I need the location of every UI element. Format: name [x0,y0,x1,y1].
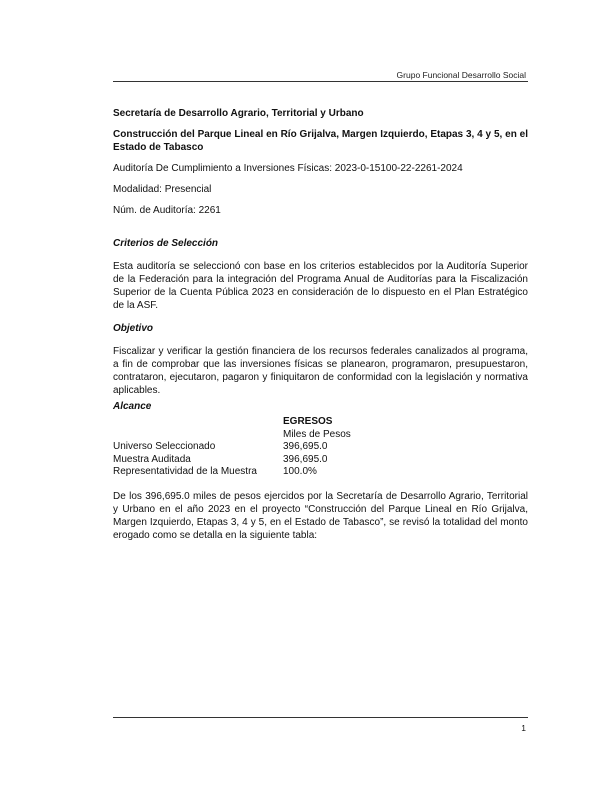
table-header-spacer [113,415,283,428]
row-value: 100.0% [283,466,317,477]
row-label: Universo Seleccionado [113,441,216,452]
header-rule [113,81,528,82]
page-number: 1 [521,723,526,733]
spacer [113,225,528,237]
table-subheader-spacer [113,428,283,441]
project-title: Construcción del Parque Lineal en Río Grijalva, Margen Izquierdo, Etapas 3, 4 y 5, en el Estado de Tabasco [113,129,528,153]
table-row [113,440,528,453]
row-label: Representatividad de la Muestra [113,466,257,477]
table-header-row [113,415,528,428]
objetivo-text: Fiscalizar y verificar la gestión financiera de los recursos federales canalizados al programa, a fin de comprobar que las inversiones físicas se planearon, programaron, presupuestaron, contrataron, ejecutaron, pagaron y finiquitaron de conformidad con la legislación y normativa aplicables. [113,346,528,396]
table-row [113,453,528,466]
row-value: 396,695.0 [283,453,328,465]
running-header: Grupo Funcional Desarrollo Social [396,70,526,80]
alcance-heading: Alcance [113,401,152,412]
entity-title: Secretaría de Desarrollo Agrario, Territorial y Urbano [113,108,364,119]
table-row [113,465,528,478]
objetivo-heading: Objetivo [113,323,154,334]
egresos-header: EGRESOS [283,416,333,427]
alcance-text: De los 396,695.0 miles de pesos ejercidos por la Secretaría de Desarrollo Agrario, Territorial y Urbano en el año 2023 en el proyecto “Construcción del Parque Lineal en Río Grijalva, Margen Izquierdo, Etapas 3, 4 y 5, en el Estado de Tabasco”, se revisó la totalidad del monto erogado como se detalla en la siguiente tabla: [113,490,528,541]
table-subheader-row [113,428,528,441]
row-label: Muestra Auditada [113,453,191,465]
criterios-heading: Criterios de Selección [113,238,219,249]
page-content [113,107,528,552]
footer-rule [113,717,528,718]
units-subheader: Miles de Pesos [283,428,351,440]
alcance-table [113,415,528,478]
audit-modality: Modalidad: Presencial [113,184,212,195]
row-value: 396,695.0 [283,441,328,452]
criterios-text: Esta auditoría se seleccionó con base en los criterios establecidos por la Auditoría Superior de la Federación para la integración del Programa Anual de Auditorías para la Fiscalización Superior de la Cuenta Pública 2023 en consideración de lo dispuesto en el Plan Estratégico de la ASF. [113,261,528,311]
audit-number: Núm. de Auditoría: 2261 [113,205,221,216]
audit-type: Auditoría De Cumplimiento a Inversiones Físicas: 2023-0-15100-22-2261-2024 [113,163,463,174]
